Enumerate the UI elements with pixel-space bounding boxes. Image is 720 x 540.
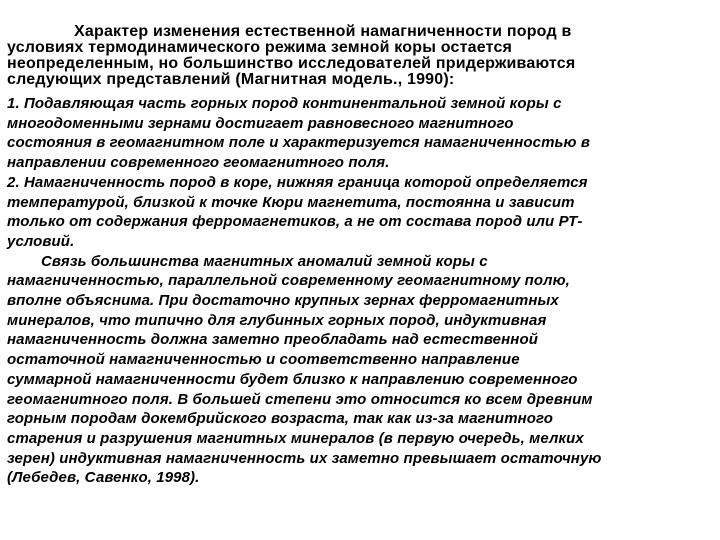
text-line: направлении современного геомагнитного поля. bbox=[7, 154, 390, 172]
text-line: суммарной намагниченности будет близко к направлению современного bbox=[7, 370, 578, 388]
text-line: горным породам докембрийского возраста, так как из-за магнитного bbox=[7, 410, 554, 428]
point-1-paragraph bbox=[7, 94, 713, 173]
text-line: Характер изменения естественной намагниченности пород в bbox=[74, 23, 572, 40]
text-line: намагниченностью, параллельной современному геомагнитному полю, bbox=[7, 272, 570, 290]
intro-paragraph bbox=[7, 24, 713, 88]
text-line: старения и разрушения магнитных минералов (в первую очередь, мелких bbox=[7, 429, 584, 447]
text-line: 1. Подавляющая часть горных пород континентальной земной коры с bbox=[7, 95, 562, 112]
text-line: многодоменными зернами достигает равновесного магнитного bbox=[7, 114, 514, 132]
text-line: геомагнитного поля. В большей степени это относится ко всем древним bbox=[7, 390, 593, 408]
text-line: условий. bbox=[7, 232, 75, 250]
text-line: 2. Намагниченность пород в коре, нижняя граница которой определяется bbox=[7, 173, 588, 191]
conclusion-paragraph bbox=[7, 252, 713, 488]
slide-content bbox=[7, 24, 713, 488]
text-line: зерен) индуктивная намагниченность их заметно превышает остаточную bbox=[7, 449, 602, 467]
text-line: остаточной намагниченностью и соответственно направление bbox=[7, 351, 520, 369]
text-line: вполне объяснима. При достаточно крупных зернах ферромагнитных bbox=[7, 292, 559, 310]
point-2-paragraph bbox=[7, 173, 713, 252]
text-line: Связь большинства магнитных аномалий земной коры с bbox=[41, 252, 488, 270]
text-line: минералов, что типично для глубинных горных пород, индуктивная bbox=[7, 311, 547, 329]
text-line: следующих представлений (Магнитная модель., 1990): bbox=[7, 71, 455, 88]
text-line: состояния в геомагнитном поле и характеризуется намагниченностью в bbox=[7, 134, 591, 152]
text-line: намагниченность должна заметно преобладать над естественной bbox=[7, 331, 538, 349]
text-line: условиях термодинамического режима земной коры остается bbox=[7, 39, 513, 56]
text-line: неопределенным, но большинство исследователей придерживаются bbox=[7, 55, 576, 72]
text-line: температурой, близкой к точке Кюри магнетита, постоянна и зависит bbox=[7, 193, 575, 211]
text-line: только от содержания ферромагнетиков, а не от состава пород или РТ- bbox=[7, 213, 583, 231]
text-line: (Лебедев, Савенко, 1998). bbox=[7, 469, 200, 487]
